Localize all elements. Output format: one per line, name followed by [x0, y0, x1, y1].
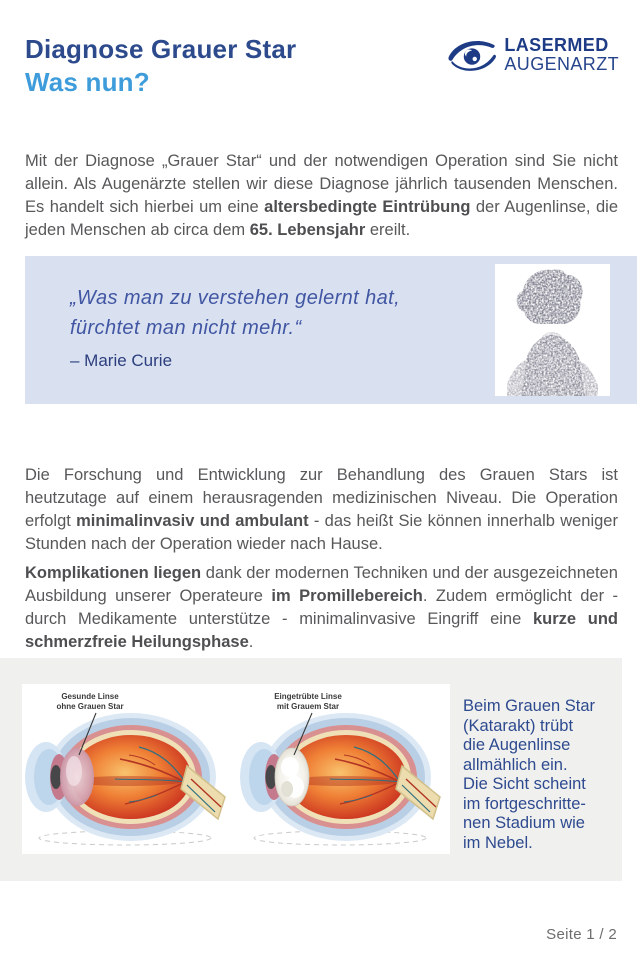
eye-comparison-image	[22, 684, 450, 854]
intro-text-1: Mit der Diagnose „Grauer Star“ und der notwendigen Operation sind Sie nicht allein. Als Augenärzte stellen wir diese Diagnose jährlich tausenden Menschen. Es handelt sich hierbei um eine	[25, 151, 618, 216]
healthy-lens-label-line2: ohne Grauen Star	[56, 702, 124, 711]
caption-line: (Katarakt) trübt	[463, 716, 574, 735]
cataract-eye-illustration	[240, 713, 440, 845]
complication-bold-3: kurze und schmerzfreie Heilungsphase	[25, 609, 618, 651]
healthy-eye-illustration	[25, 713, 225, 845]
healthy-lens-label-line1: Gesunde Linse	[61, 692, 119, 701]
treatment-paragraph	[25, 464, 618, 556]
quote-text	[70, 283, 400, 343]
logo-wordmark	[504, 36, 619, 74]
complication-text-1: dank der modernen Techniken und der ausgezeichneten Ausbildung unserer Operateure	[25, 563, 618, 605]
lasermed-logo	[447, 36, 619, 74]
diagram-caption	[463, 697, 595, 853]
intro-bold-1: altersbedingte Eintrübung	[264, 197, 471, 216]
cataract-lens-label-line1: Eingetrübte Linse	[274, 692, 342, 701]
page-title-line1: Diagnose Grauer Star	[25, 34, 297, 64]
quote-box	[25, 256, 637, 404]
intro-paragraph	[25, 150, 618, 242]
caption-line: im Nebel.	[463, 833, 533, 852]
page-title	[25, 33, 296, 99]
quote-attribution: – Marie Curie	[70, 351, 173, 370]
intro-text-2: der Augenlinse, die jeden Menschen ab circa dem	[25, 197, 618, 239]
cataract-lens-label-line2: mit Grauem Star	[276, 702, 340, 711]
treatment-text-1: Die Forschung und Entwicklung zur Behandlung des Grauen Stars ist heutzutage auf einem herausragenden medizinischen Niveau. Die Operation erfolgt	[25, 465, 618, 530]
complication-paragraph	[25, 562, 618, 654]
logo-name: LASERMED	[504, 35, 609, 55]
page-indicator: Seite 1 / 2	[546, 926, 617, 943]
intro-text-3: ereilt.	[365, 220, 411, 239]
complication-bold-2: im Promillebereich	[271, 586, 423, 605]
page-title-line2: Was nun?	[25, 67, 150, 97]
complication-bold-1: Komplikationen liegen	[25, 563, 202, 582]
complication-text-3: .	[248, 632, 254, 651]
treatment-bold-1: minimalinvasiv und ambulant	[76, 511, 309, 530]
caption-line: Beim Grauen Star	[463, 697, 596, 715]
eye-diagram-section	[0, 658, 622, 881]
logo-subtitle: AUGENARZT	[504, 54, 619, 74]
intro-bold-2: 65. Lebensjahr	[249, 220, 366, 239]
lasermed-eye-icon	[447, 37, 497, 73]
quote-line1: „Was man zu verstehen gelernt hat,	[70, 287, 401, 309]
caption-line: Die Sicht scheint	[463, 775, 586, 793]
quote-line2: fürchtet man nicht mehr.“	[70, 317, 302, 339]
caption-line: nen Stadium wie	[463, 814, 585, 832]
treatment-text-2: - das heißt Sie können innerhalb weniger Stunden nach der Operation wieder nach Hause.	[25, 511, 618, 553]
caption-line: allmählich ein.	[463, 755, 568, 774]
caption-line: die Augenlinse	[463, 736, 571, 754]
marie-curie-portrait	[495, 264, 610, 396]
caption-line: im fortgeschritte-	[463, 794, 586, 813]
complication-text-2: . Zudem ermöglicht der - durch Medikamente unterstütze - minimalinvasive Eingriff eine	[25, 586, 619, 628]
